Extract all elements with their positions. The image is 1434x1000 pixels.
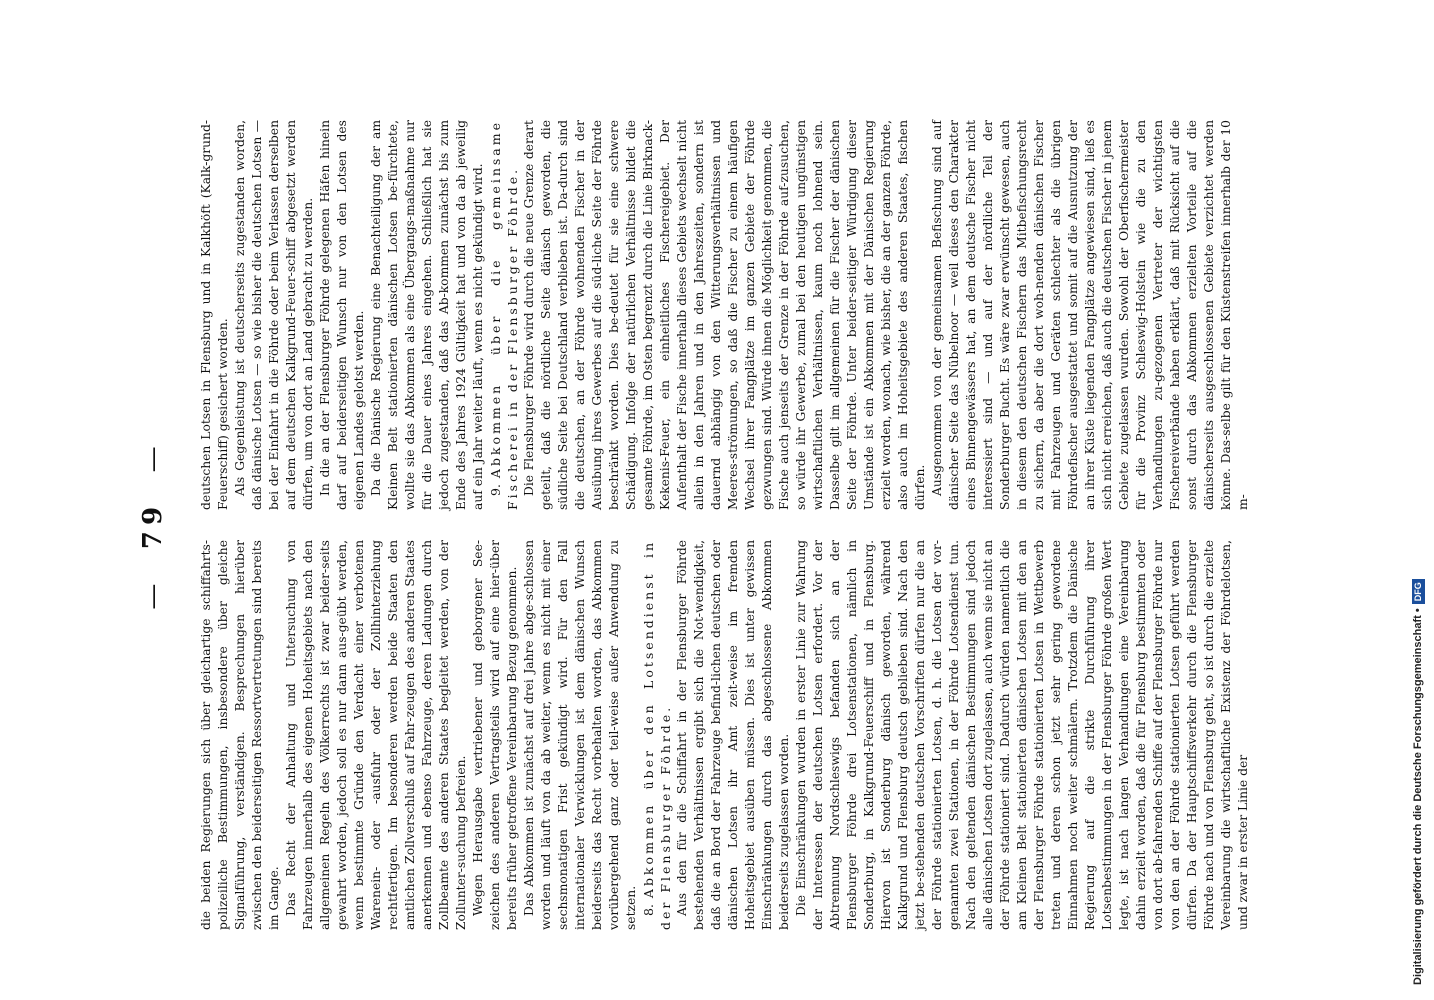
- section-number: 8.: [641, 904, 656, 916]
- section-number: 9.: [488, 484, 503, 496]
- section-title: Abkommen über die gemeinsame Fischerei in der Flensburger Föhrde.: [488, 120, 520, 510]
- text-columns: [198, 120, 1252, 930]
- section-heading-9: [487, 120, 521, 510]
- paragraph: Die Einschränkungen wurden in erster Linie zur Wahrung der Interessen der deutschen Lotsen erfordert. Vor der Abtrennung Nordschleswigs befanden sich an der Flensburger Föhrde drei Lotsenstationen, nämlich in Sonderburg, in Kalkgrund-Feuerschiff und in Flensburg. Hiervon ist Sonderburg dänisch geworden, während Kalkgrund und Flensburg deutsch geblieben sind. Nach den jetzt be-stehenden deutschen Vorschriften dürfen nur die an der Föhrde stationierten Lotsen, d. h. die Lotsen der vor-genannten zwei Stationen, in der Föhrde Lotsendienst tun. Nach den geltenden dänischen Bestimmungen sind jedoch alle dänischen Lotsen dort zugelassen, auch wenn sie nicht an der Föhrde stationiert sind. Dadurch würden namentlich die am Kleinen Belt stationierten dänischen Lotsen mit den an der Flensburger Föhrde stationierten Lotsen in Wettbewerb treten und deren schon jetzt sehr gering gewordene Einnahmen noch weiter schmälern. Trotzdem die Dänische Regierung auf die strikte Durchführung ihrer Lotsenbestimmungen in der Flensburger Föhrde großen Wert legte, ist nach langen Verhandlungen eine Vereinbarung dahin erzielt worden, daß die für Flensburg bestimmten oder von dort ab-fahrenden Schiffe auf der Flensburger Föhrde nur von den an der Föhrde stationierten Lotsen geführt werden dürfen. Da der Hauptschiffsverkehr durch die Flensburger Föhrde nach und von Flensburg geht, so ist durch die erzielte Vereinbarung die wirtschaftliche Existenz der Föhrdelotsen, und zwar in erster Linie der: [794, 540, 1250, 930]
- digitization-text: Digitalisierung gefördert durch die Deutsche Forschungsgemeinschaft •: [1412, 608, 1424, 985]
- paragraph: die beiden Regierungen sich über gleichartige schiffahrts-polizeiliche Bestimmungen, insbesondere über gleiche Signalführung, verständigen. Besprechungen hierüber zwischen den beiderseitigen Ressortvertretungen sind bereits im Gange.: [199, 540, 281, 930]
- text-column-left: [198, 540, 1252, 930]
- paragraph: Da die Dänische Regierung eine Benachteiligung der am Kleinen Belt stationierten dänischen Lotsen be-fürchtete, wollte sie das Abkommen als eine Übergangs-maßnahme nur für die Dauer eines Jahres eingehen. Schließlich hat sie jedoch zugestanden, daß das Ab-kommen zunächst bis zum Ende des Jahres 1924 Gültigkeit hat und von da ab jeweilig auf ein Jahr weiter läuft, wenn es nicht gekündigt wird.: [369, 120, 485, 510]
- paragraph: Als Gegenleistung ist deutscherseits zugestanden worden, daß dänische Lotsen — so wie bisher die deutschen Lotsen — bei der Einfahrt in die Föhrde oder beim Verlassen derselben auf dem deutschen Kalkgrund-Feuer-schiff abgesetzt werden dürfen, um von dort an Land gebracht zu werden.: [233, 120, 315, 510]
- paragraph: deutschen Lotsen in Flensburg und in Kalkhöft (Kalk-grund-Feuerschiff) gesichert worden.: [199, 120, 230, 510]
- paragraph: Wegen Herausgabe vertriebener und geborgener See-zeichen des anderen Vertragsteils wird auf eine hier-über bereits früher getroffene Vereinbarung Bezug genommen.: [471, 540, 519, 930]
- header-dash-left: —: [138, 577, 168, 610]
- paragraph: Das Recht der Anhaltung und Untersuchung von Fahrzeugen innerhalb des eigenen Hoheitsgebiets nach den allgemeinen Regeln des Völkerrechts ist zwar beider-seits gewahrt worden, jedoch soll es nur dann aus-geübt werden, wenn bestimmte Gründe den Verdacht einer verbotenen Warenein- oder -ausfuhr oder der Zollhinterziehung rechtfertigen. Im besonderen werden beide Staaten den amtlichen Zollverschluß auf Fahr-zeugen des anderen Staates anerkennen und ebenso Fahrzeuge, deren Ladungen durch Zollbeamte des anderen Staates begleitet werden, von der Zollunter-suchung befreien.: [284, 540, 468, 930]
- rotated-document-page: [100, 0, 1250, 1000]
- page-number: 79: [138, 500, 168, 550]
- paragraph: Das Abkommen ist zunächst auf drei Jahre abge-schlossen worden und läuft von da ab weiter, wenn es nicht mit einer sechsmonatigen Frist gekündigt wird. Für den Fall internationaler Verwicklungen ist dem dänischen Wunsch beiderseits das Recht vorbehalten worden, das Abkommen vorübergehend ganz oder teil-weise außer Anwendung zu setzen.: [522, 540, 638, 930]
- digitization-sidebar: [1404, 0, 1434, 1000]
- dfg-logo: DFG: [1412, 579, 1425, 604]
- text-column-right: [198, 120, 1252, 510]
- paragraph: Aus den für die Schiffahrt in der Flensburger Föhrde bestehenden Verhältnissen ergibt sich die Not-wendigkeit, daß die an Bord der Fahrzeuge befind-lichen deutschen oder dänischen Lotsen ihr Amt zeit-weise im fremden Hoheitsgebiet ausüben müssen. Dies ist unter gewissen Einschränkungen durch das abgeschlossene Abkommen beiderseits zugelassen worden.: [675, 540, 791, 930]
- paragraph: Ausgenommen von der gemeinsamen Befischung sind auf dänischer Seite das Nübelnoor — weil dieses den Charakter eines Binnengewässers hat, an dem deutsche Fischer nicht interessiert sind — und auf der nördliche Teil der Sonderburger Bucht. Es wäre zwar erwünscht gewesen, auch in diesem den deutschen Fischern das Mitbefischungsrecht zu sichern, da aber die dort woh-nenden dänischen Fischer mit Fahrzeugen und Geräten schlechter als die übrigen Föhrdefischer ausgestattet und somit auf die Ausnutzung der an ihrer Küste liegenden Fangplätze angewiesen sind, ließ es sich nicht erreichen, daß auch die deutschen Fischer in jenem Gebiete zugelassen wurden. Sowohl der Oberfischermeister für die Provinz Schleswig-Holstein wie die zu den Verhandlungen zu-gezogenen Vertreter der wichtigsten Fischereiverbände haben erklärt, daß mit Rücksicht auf die sonst durch das Abkommen erzielten Vorteile auf die dänischerseits ausgeschlossenen Gebiete verzichtet werden könne. Das-selbe gilt für den Küstenstreifen innerhalb der 10 m-: [930, 120, 1250, 510]
- digitization-notice: [1410, 5, 1426, 985]
- section-heading-8: [640, 540, 674, 930]
- paragraph: In die an der Flensburger Föhrde gelegenen Häfen hinein darf auf beiderseitigen Wunsch nur von den Lotsen des eigenen Landes gelotst werden.: [318, 120, 366, 510]
- paragraph: Die Flensburger Föhrde wird durch die neue Grenze derart geteilt, daß die nördliche Seite dänisch geworden, die südliche Seite bei Deutschland verblieben ist. Da-durch sind die deutschen, an der Föhrde wohnenden Fischer in der Ausübung ihres Gewerbes auf die süd-liche Seite der Föhrde beschränkt worden. Dies be-deutet für sie eine schwere Schädigung. Infolge der natürlichen Verhältnisse bildet die gesamte Föhrde, im Osten begrenzt durch die Linie Birknack-Kekenis-Feuer, ein einheitliches Fischereigebiet. Der Aufenthalt der Fische innerhalb dieses Gebiets wechselt nicht allein in den Jahren und in den Jahreszeiten, sondern ist dauernd abhängig von den Witterungsverhältnissen und Meeres-strömungen, so daß die Fischer zu einem häufigen Wechsel ihrer Fangplätze im ganzen Gebiete der Föhrde gezwungen sind. Würde ihnen die Möglichkeit genommen, die Fische auch jenseits der Grenze in der Föhrde auf-zusuchen, so würde ihr Gewerbe, zumal bei den heutigen ungünstigen wirtschaftlichen Verhältnissen, kaum noch lohnend sein. Dasselbe gilt im allgemeinen für die Fischer der dänischen Seite der Föhrde. Unter beider-seitiger Würdigung dieser Umstände ist ein Abkommen mit der Dänischen Regierung erzielt worden, wonach, wie bisher, die an der ganzen Föhrde, also auch im Hoheitsgebiete des anderen Staates, fischen dürfen.: [522, 120, 927, 510]
- header-dash-right: —: [138, 440, 168, 473]
- page-header: [138, 120, 168, 930]
- section-title: Abkommen über den Lotsendienst in der Flensburger Föhrde.: [641, 540, 673, 930]
